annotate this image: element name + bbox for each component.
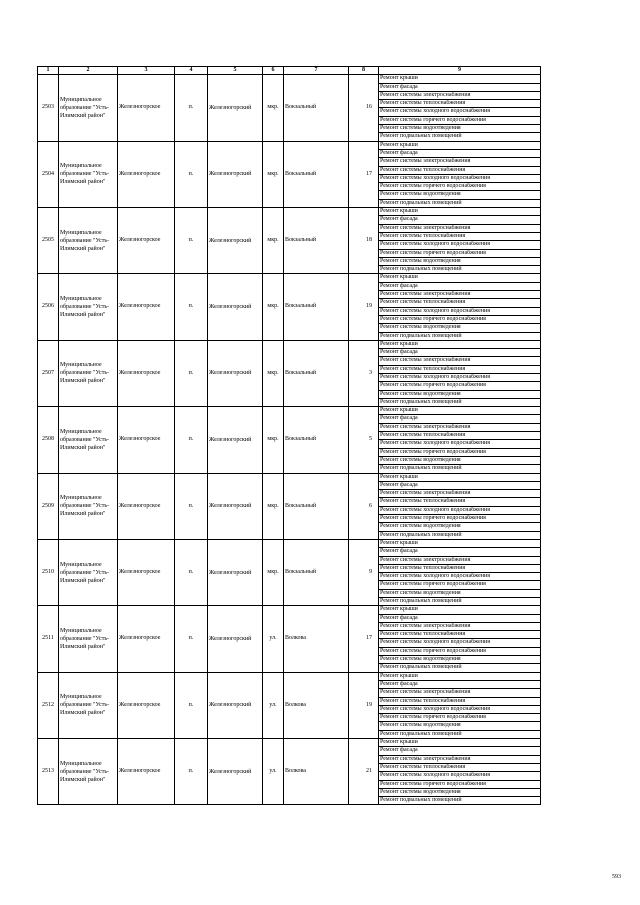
work-item: Ремонт подвальных помещений — [379, 797, 541, 805]
work-item: Ремонт системы теплоснабжения — [379, 498, 541, 506]
settlement-cell: Железногорское — [118, 75, 175, 141]
municipality-cell: Муниципальное образование "Усть-Илимский район" — [59, 473, 118, 539]
work-item: Ремонт крыши — [379, 539, 541, 547]
table-row — [38, 208, 541, 216]
table-row — [38, 672, 541, 680]
settlement-cell: Железногорское — [118, 739, 175, 805]
locality-cell: Железногорский — [208, 340, 263, 406]
work-item: Ремонт системы электроснабжения — [379, 291, 541, 299]
settlement-type-cell: п. — [175, 141, 208, 207]
house-number-cell: 18 — [349, 208, 379, 274]
work-item: Ремонт системы теплоснабжения — [379, 697, 541, 705]
municipality-cell: Муниципальное образование "Усть-Илимский район" — [59, 141, 118, 207]
house-number-cell: 19 — [349, 274, 379, 340]
work-item: Ремонт подвальных помещений — [379, 531, 541, 539]
work-item: Ремонт системы холодного водоснабжения — [379, 373, 541, 381]
street-cell: Вокзальный — [284, 75, 349, 141]
street-type-cell: ул. — [263, 739, 284, 805]
work-item: Ремонт подвальных помещений — [379, 133, 541, 141]
settlement-type-cell: п. — [175, 672, 208, 738]
work-item: Ремонт системы теплоснабжения — [379, 166, 541, 174]
work-item: Ремонт системы холодного водоснабжения — [379, 440, 541, 448]
work-item: Ремонт системы теплоснабжения — [379, 564, 541, 572]
locality-cell: Железногорский — [208, 672, 263, 738]
work-item: Ремонт крыши — [379, 141, 541, 149]
municipality-cell: Муниципальное образование "Усть-Илимский район" — [59, 208, 118, 274]
column-header: 8 — [349, 67, 379, 75]
settlement-cell: Железногорское — [118, 539, 175, 605]
work-item: Ремонт крыши — [379, 473, 541, 481]
work-item: Ремонт системы горячего водоснабжения — [379, 714, 541, 722]
work-item: Ремонт системы водоотведения — [379, 656, 541, 664]
work-item: Ремонт фасада — [379, 747, 541, 755]
work-item: Ремонт крыши — [379, 75, 541, 83]
work-item: Ремонт системы теплоснабжения — [379, 365, 541, 373]
street-cell: Вокзальный — [284, 473, 349, 539]
settlement-type-cell: п. — [175, 739, 208, 805]
column-header: 4 — [175, 67, 208, 75]
street-cell: Вокзальный — [284, 141, 349, 207]
work-item: Ремонт крыши — [379, 407, 541, 415]
work-item: Ремонт системы холодного водоснабжения — [379, 705, 541, 713]
work-item: Ремонт системы электроснабжения — [379, 689, 541, 697]
work-item: Ремонт фасада — [379, 349, 541, 357]
locality-cell: Железногорский — [208, 208, 263, 274]
record-number: 2511 — [38, 606, 59, 672]
work-item: Ремонт системы электроснабжения — [379, 556, 541, 564]
settlement-cell: Железногорское — [118, 672, 175, 738]
work-item: Ремонт системы холодного водоснабжения — [379, 108, 541, 116]
table-row — [38, 539, 541, 547]
settlement-cell: Железногорское — [118, 208, 175, 274]
work-item: Ремонт крыши — [379, 606, 541, 614]
column-header: 7 — [284, 67, 349, 75]
column-header: 2 — [59, 67, 118, 75]
settlement-type-cell: п. — [175, 606, 208, 672]
work-item: Ремонт системы холодного водоснабжения — [379, 506, 541, 514]
repair-program-table — [37, 66, 541, 805]
house-number-cell: 5 — [349, 407, 379, 473]
work-item: Ремонт подвальных помещений — [379, 266, 541, 274]
municipality-cell: Муниципальное образование "Усть-Илимский район" — [59, 75, 118, 141]
table-row — [38, 141, 541, 149]
record-number: 2508 — [38, 407, 59, 473]
street-type-cell: мкр. — [263, 407, 284, 473]
work-item: Ремонт фасада — [379, 548, 541, 556]
locality-cell: Железногорский — [208, 539, 263, 605]
locality-cell: Железногорский — [208, 739, 263, 805]
locality-cell: Железногорский — [208, 407, 263, 473]
settlement-cell: Железногорское — [118, 606, 175, 672]
work-item: Ремонт подвальных помещений — [379, 664, 541, 672]
work-item: Ремонт крыши — [379, 274, 541, 282]
table-row — [38, 739, 541, 747]
work-item: Ремонт фасада — [379, 481, 541, 489]
work-item: Ремонт системы водоотведения — [379, 324, 541, 332]
work-item: Ремонт подвальных помещений — [379, 332, 541, 340]
work-item: Ремонт фасада — [379, 282, 541, 290]
work-item: Ремонт системы холодного водоснабжения — [379, 573, 541, 581]
house-number-cell: 6 — [349, 473, 379, 539]
record-number: 2509 — [38, 473, 59, 539]
record-number: 2512 — [38, 672, 59, 738]
work-item: Ремонт системы теплоснабжения — [379, 100, 541, 108]
record-number: 2503 — [38, 75, 59, 141]
table-row — [38, 340, 541, 348]
street-type-cell: мкр. — [263, 473, 284, 539]
locality-cell: Железногорский — [208, 606, 263, 672]
work-item: Ремонт фасада — [379, 149, 541, 157]
house-number-cell: 3 — [349, 340, 379, 406]
settlement-cell: Железногорское — [118, 141, 175, 207]
settlement-cell: Железногорское — [118, 274, 175, 340]
work-item: Ремонт системы водоотведения — [379, 390, 541, 398]
work-item: Ремонт системы теплоснабжения — [379, 432, 541, 440]
table-row — [38, 407, 541, 415]
settlement-type-cell: п. — [175, 208, 208, 274]
house-number-cell: 16 — [349, 75, 379, 141]
street-cell: Волкова — [284, 606, 349, 672]
work-item: Ремонт системы электроснабжения — [379, 490, 541, 498]
street-cell: Вокзальный — [284, 407, 349, 473]
work-item: Ремонт системы водоотведения — [379, 191, 541, 199]
settlement-cell: Железногорское — [118, 407, 175, 473]
street-type-cell: мкр. — [263, 539, 284, 605]
municipality-cell: Муниципальное образование "Усть-Илимский район" — [59, 739, 118, 805]
house-number-cell: 17 — [349, 606, 379, 672]
settlement-type-cell: п. — [175, 473, 208, 539]
work-item: Ремонт крыши — [379, 208, 541, 216]
municipality-cell: Муниципальное образование "Усть-Илимский район" — [59, 340, 118, 406]
work-item: Ремонт системы водоотведения — [379, 257, 541, 265]
work-item: Ремонт системы горячего водоснабжения — [379, 249, 541, 257]
table-row — [38, 473, 541, 481]
settlement-type-cell: п. — [175, 539, 208, 605]
work-item: Ремонт подвальных помещений — [379, 199, 541, 207]
street-type-cell: мкр. — [263, 208, 284, 274]
work-item: Ремонт подвальных помещений — [379, 598, 541, 606]
settlement-type-cell: п. — [175, 340, 208, 406]
work-item: Ремонт системы электроснабжения — [379, 755, 541, 763]
settlement-cell: Железногорское — [118, 340, 175, 406]
work-item: Ремонт системы холодного водоснабжения — [379, 639, 541, 647]
house-number-cell: 19 — [349, 672, 379, 738]
table-row — [38, 274, 541, 282]
work-item: Ремонт фасада — [379, 680, 541, 688]
record-number: 2504 — [38, 141, 59, 207]
work-item: Ремонт системы горячего водоснабжения — [379, 382, 541, 390]
table-row — [38, 75, 541, 83]
work-item: Ремонт системы электроснабжения — [379, 622, 541, 630]
settlement-cell: Железногорское — [118, 473, 175, 539]
work-item: Ремонт системы водоотведения — [379, 788, 541, 796]
record-number: 2507 — [38, 340, 59, 406]
municipality-cell: Муниципальное образование "Усть-Илимский район" — [59, 407, 118, 473]
work-item: Ремонт системы электроснабжения — [379, 423, 541, 431]
work-item: Ремонт крыши — [379, 739, 541, 747]
work-item: Ремонт системы холодного водоснабжения — [379, 174, 541, 182]
work-item: Ремонт системы горячего водоснабжения — [379, 315, 541, 323]
street-type-cell: ул. — [263, 606, 284, 672]
work-item: Ремонт системы холодного водоснабжения — [379, 772, 541, 780]
work-item: Ремонт системы водоотведения — [379, 456, 541, 464]
work-item: Ремонт системы горячего водоснабжения — [379, 448, 541, 456]
work-item: Ремонт крыши — [379, 340, 541, 348]
street-type-cell: мкр. — [263, 75, 284, 141]
municipality-cell: Муниципальное образование "Усть-Илимский район" — [59, 539, 118, 605]
settlement-type-cell: п. — [175, 407, 208, 473]
column-header: 1 — [38, 67, 59, 75]
street-cell: Волкова — [284, 739, 349, 805]
street-type-cell: мкр. — [263, 141, 284, 207]
work-item: Ремонт системы электроснабжения — [379, 158, 541, 166]
work-item: Ремонт системы электроснабжения — [379, 224, 541, 232]
page-number: 593 — [612, 874, 621, 880]
work-item: Ремонт системы электроснабжения — [379, 357, 541, 365]
work-item: Ремонт системы теплоснабжения — [379, 299, 541, 307]
municipality-cell: Муниципальное образование "Усть-Илимский район" — [59, 274, 118, 340]
work-item: Ремонт системы водоотведения — [379, 523, 541, 531]
house-number-cell: 9 — [349, 539, 379, 605]
municipality-cell: Муниципальное образование "Усть-Илимский район" — [59, 606, 118, 672]
work-item: Ремонт системы горячего водоснабжения — [379, 581, 541, 589]
street-cell: Волкова — [284, 672, 349, 738]
work-item: Ремонт крыши — [379, 672, 541, 680]
work-item: Ремонт системы горячего водоснабжения — [379, 116, 541, 124]
column-header: 9 — [379, 67, 541, 75]
settlement-type-cell: п. — [175, 75, 208, 141]
settlement-type-cell: п. — [175, 274, 208, 340]
work-item: Ремонт системы теплоснабжения — [379, 631, 541, 639]
column-header: 5 — [208, 67, 263, 75]
house-number-cell: 21 — [349, 739, 379, 805]
street-type-cell: мкр. — [263, 340, 284, 406]
work-item: Ремонт системы холодного водоснабжения — [379, 241, 541, 249]
column-header: 3 — [118, 67, 175, 75]
record-number: 2513 — [38, 739, 59, 805]
work-item: Ремонт подвальных помещений — [379, 465, 541, 473]
locality-cell: Железногорский — [208, 473, 263, 539]
table-body — [38, 75, 541, 805]
work-item: Ремонт системы теплоснабжения — [379, 763, 541, 771]
work-item: Ремонт системы горячего водоснабжения — [379, 183, 541, 191]
street-type-cell: ул. — [263, 672, 284, 738]
work-item: Ремонт фасада — [379, 415, 541, 423]
work-item: Ремонт системы электроснабжения — [379, 91, 541, 99]
column-header: 6 — [263, 67, 284, 75]
house-number-cell: 17 — [349, 141, 379, 207]
work-item: Ремонт системы горячего водоснабжения — [379, 780, 541, 788]
locality-cell: Железногорский — [208, 141, 263, 207]
work-item: Ремонт фасада — [379, 614, 541, 622]
street-type-cell: мкр. — [263, 274, 284, 340]
locality-cell: Железногорский — [208, 274, 263, 340]
record-number: 2506 — [38, 274, 59, 340]
work-item: Ремонт фасада — [379, 216, 541, 224]
header-row — [38, 67, 541, 75]
work-item: Ремонт подвальных помещений — [379, 398, 541, 406]
work-item: Ремонт системы водоотведения — [379, 589, 541, 597]
street-cell: Вокзальный — [284, 208, 349, 274]
street-cell: Вокзальный — [284, 274, 349, 340]
street-cell: Вокзальный — [284, 539, 349, 605]
work-item: Ремонт системы водоотведения — [379, 722, 541, 730]
locality-cell: Железногорский — [208, 75, 263, 141]
municipality-cell: Муниципальное образование "Усть-Илимский район" — [59, 672, 118, 738]
work-item: Ремонт системы водоотведения — [379, 125, 541, 133]
record-number: 2510 — [38, 539, 59, 605]
work-item: Ремонт системы горячего водоснабжения — [379, 515, 541, 523]
table-row — [38, 606, 541, 614]
work-item: Ремонт системы теплоснабжения — [379, 232, 541, 240]
work-item: Ремонт системы холодного водоснабжения — [379, 307, 541, 315]
record-number: 2505 — [38, 208, 59, 274]
work-item: Ремонт фасада — [379, 83, 541, 91]
street-cell: Вокзальный — [284, 340, 349, 406]
work-item: Ремонт системы горячего водоснабжения — [379, 647, 541, 655]
work-item: Ремонт подвальных помещений — [379, 730, 541, 738]
